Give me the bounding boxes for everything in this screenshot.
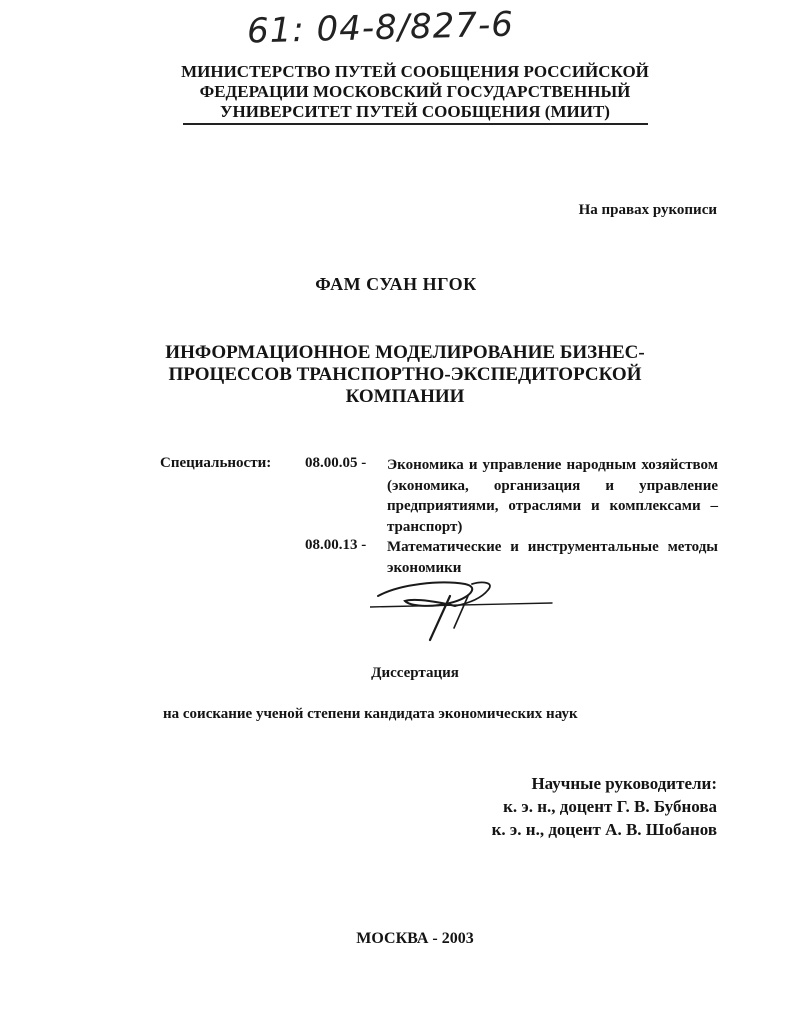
supervisor-1: к. э. н., доцент Г. В. Бубнова (503, 797, 717, 816)
degree-line: на соискание ученой степени кандидата экономических наук (163, 706, 578, 722)
header-line-2: ФЕДЕРАЦИИ МОСКОВСКИЙ ГОСУДАРСТВЕННЫЙ (199, 82, 631, 101)
header-underline (183, 123, 648, 125)
handwritten-signature (370, 576, 555, 646)
archive-stamp-number: 61: 04-8/827-6 (246, 4, 515, 52)
ministry-header (150, 62, 680, 122)
supervisors-block (492, 772, 717, 841)
specialty-description-1: Экономика и управление народным хозяйством (экономика, организация и управление предприятиями, отраслями и комплексами – транспорт) (387, 457, 718, 535)
specialties-label: Специальности: (160, 455, 272, 471)
manuscript-note: На правах рукописи (578, 202, 717, 218)
document-type: Диссертация (371, 665, 459, 681)
specialty-code-2: 08.00.13 - (305, 537, 367, 553)
title-line-3: КОМПАНИИ (345, 386, 465, 407)
dissertation-title (130, 342, 680, 408)
supervisor-2: к. э. н., доцент А. В. Шобанов (491, 820, 717, 839)
header-line-1: МИНИСТЕРСТВО ПУТЕЙ СООБЩЕНИЯ РОССИЙСКОЙ (181, 62, 649, 81)
title-line-2: ПРОЦЕССОВ ТРАНСПОРТНО-ЭКСПЕДИТОРСКОЙ (168, 364, 642, 385)
city-year: МОСКВА - 2003 (356, 930, 474, 947)
header-line-3: УНИВЕРСИТЕТ ПУТЕЙ СООБЩЕНИЯ (МИИТ) (220, 102, 610, 121)
title-line-1: ИНФОРМАЦИОННОЕ МОДЕЛИРОВАНИЕ БИЗНЕС- (165, 342, 645, 363)
supervisors-heading: Научные руководители: (531, 774, 717, 793)
specialty-description-2: Математические и инструментальные методы экономики (387, 539, 718, 576)
author-name: ФАМ СУАН НГОК (315, 274, 477, 294)
specialty-code-1: 08.00.05 - (305, 455, 367, 471)
